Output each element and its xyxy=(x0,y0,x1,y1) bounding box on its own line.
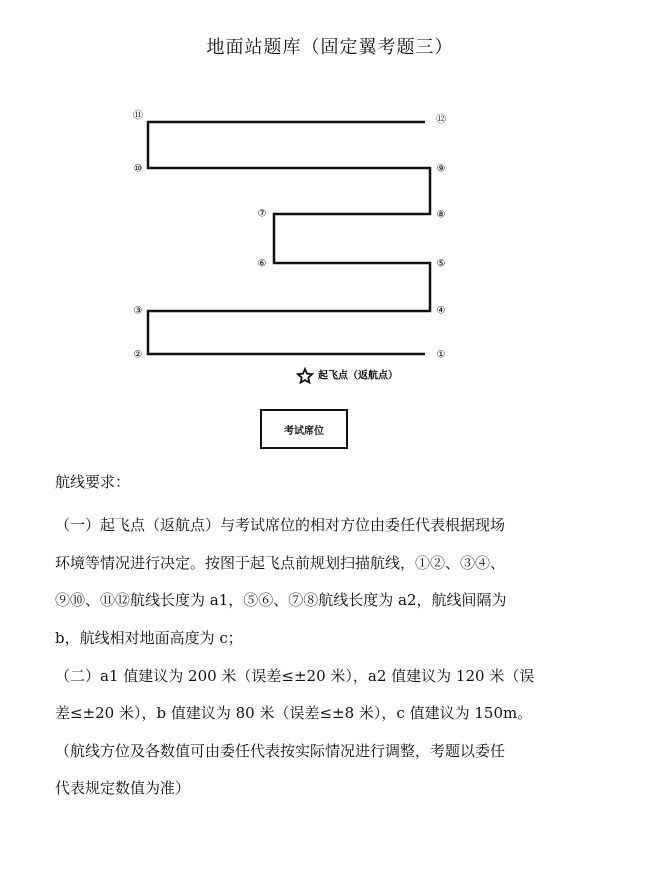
requirement-line: 差≤±20 米），b 值建议为 80 米（误差≤±8 米），c 值建议为 150m。 xyxy=(55,704,533,722)
requirement-line: 代表规定数值为准） xyxy=(55,779,191,797)
point-5-label: ⑤ xyxy=(436,258,446,270)
flight-route-diagram xyxy=(0,0,660,400)
point-12-label: ⑫ xyxy=(436,114,446,126)
requirement-line: 环境等情况进行决定。按图于起飞点前规划扫描航线，①②、③④、 xyxy=(55,554,506,572)
requirement-line: （二）a1 值建议为 200 米（误差≤±20 米），a2 值建议为 120 米（误 xyxy=(55,667,535,685)
point-3-label: ③ xyxy=(133,305,143,317)
page-title: 地面站题库（固定翼考题三） xyxy=(206,37,454,58)
exam-seat-label: 考试席位 xyxy=(284,425,324,437)
point-10-label: ⑩ xyxy=(133,163,143,175)
requirement-line: b，航线相对地面高度为 c； xyxy=(55,629,243,647)
point-11-label: ⑪ xyxy=(133,110,143,122)
point-6-label: ⑥ xyxy=(257,258,267,270)
star-icon xyxy=(298,369,312,383)
flight-route-path xyxy=(148,122,430,354)
point-9-label: ⑨ xyxy=(436,163,446,175)
requirement-line: ⑨⑩、⑪⑫航线长度为 a1，⑤⑥、⑦⑧航线长度为 a2，航线间隔为 xyxy=(55,591,507,609)
point-4-label: ④ xyxy=(436,305,446,317)
requirements-heading: 航线要求： xyxy=(55,473,131,491)
point-8-label: ⑧ xyxy=(436,209,446,221)
takeoff-point-label: 起飞点（返航点） xyxy=(318,370,398,382)
requirement-line: （一）起飞点（返航点）与考试席位的相对方位由委任代表根据现场 xyxy=(55,516,506,534)
exam-seat-box xyxy=(260,409,348,449)
point-2-label: ② xyxy=(133,349,143,361)
requirement-line: （航线方位及各数值可由委任代表按实际情况进行调整，考题以委任 xyxy=(55,742,506,760)
point-1-label: ① xyxy=(436,349,446,361)
point-7-label: ⑦ xyxy=(257,208,267,220)
